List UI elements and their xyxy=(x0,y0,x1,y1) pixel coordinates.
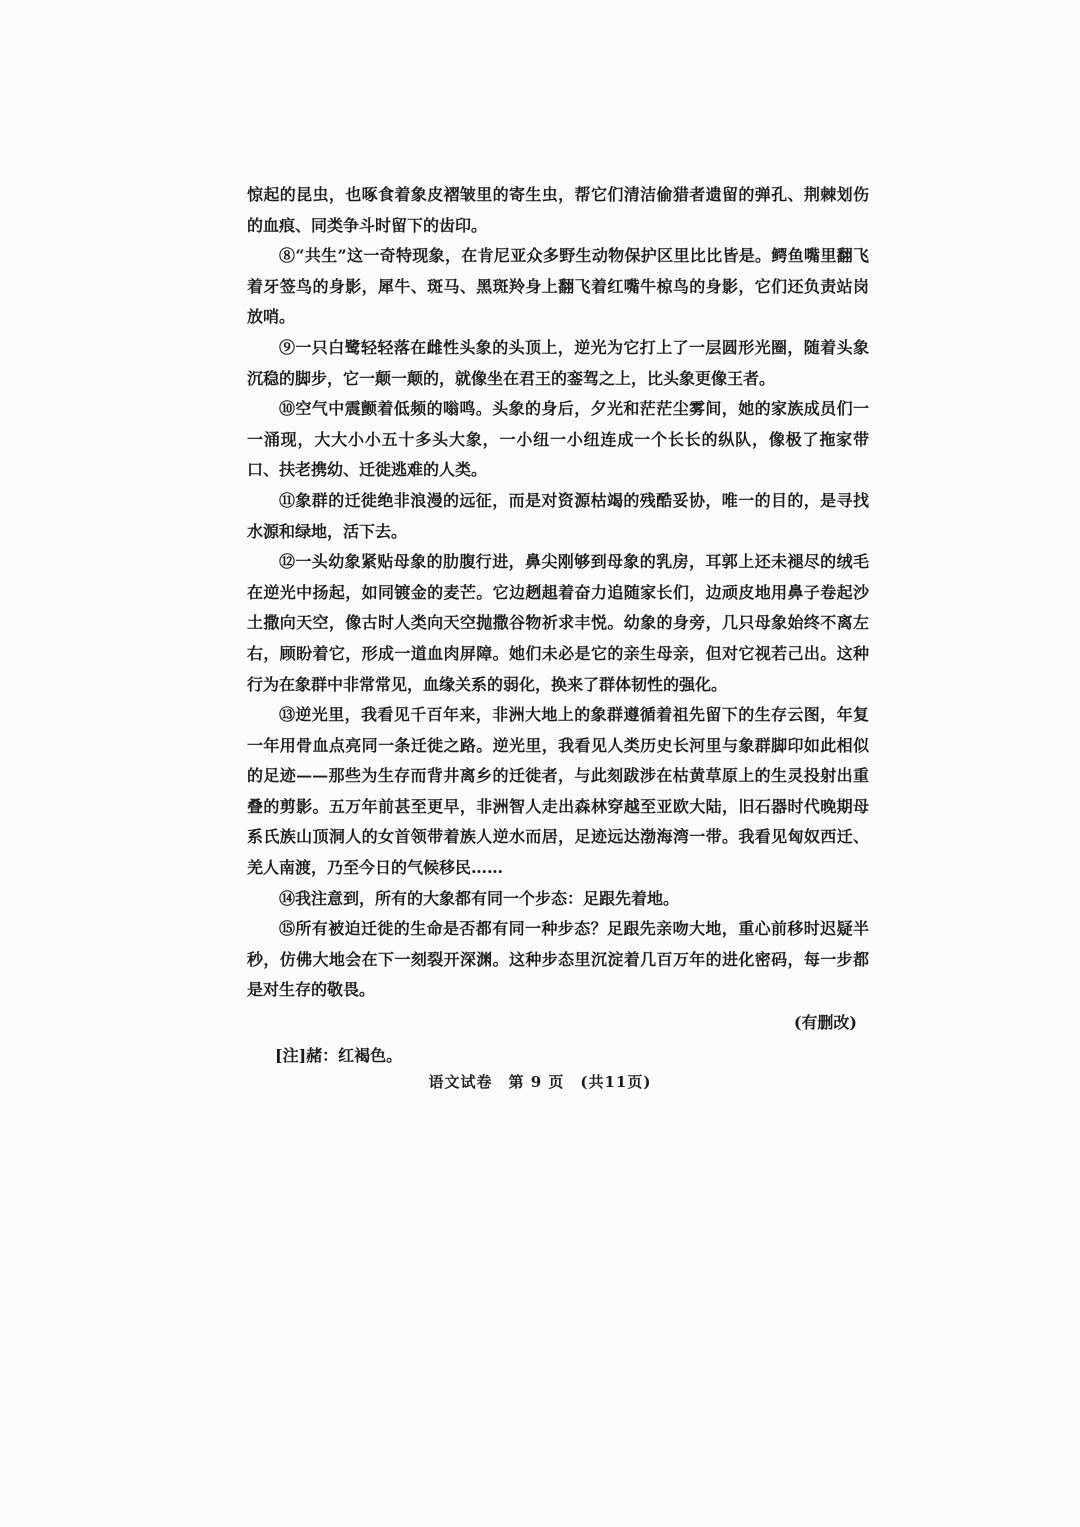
paragraph-13: ⑬逆光里，我看见千百年来，非洲大地上的象群遵循着祖先留下的生存云图，年复一年用骨血点亮同一条迁徙之路。逆光里，我看见人类历史长河里与象群脚印如此相似的足迹——那些为生存而背井离乡的迁徙者，与此刻跋涉在枯黄草原上的生灵投射出重叠的剪影。五万年前甚至更早，非洲智人走出森林穿越至亚欧大陆，旧石器时代晚期母系氏族山顶洞人的女首领带着族人逆水而居，足迹远达渤海湾一带。我看见匈奴西迁、羌人南渡，乃至今日的气候移民…… xyxy=(247,705,869,878)
paragraph-8: ⑧“共生”这一奇特现象，在肯尼亚众多野生动物保护区里比比皆是。鳄鱼嘴里翻飞着牙签鸟的身影，犀牛、斑马、黑斑羚身上翻飞着红嘴牛椋鸟的身影，它们还负责站岗放哨。 xyxy=(247,246,869,327)
paragraph-10: ⑩空气中震颤着低频的嗡鸣。头象的身后，夕光和茫茫尘雾间，她的家族成员们一一涌现，大大小小五十多头大象，一小纽一小纽连成一个长长的纵队，像极了拖家带口、扶老携幼、迁徙逃难的人类。 xyxy=(247,399,869,480)
page-footer: 语文试卷 第 9 页 (共11页) xyxy=(428,1073,652,1091)
article-body xyxy=(247,180,869,1006)
paragraph-12: ⑫一头幼象紧贴母象的肋腹行进，鼻尖刚够到母象的乳房，耳郭上还未褪尽的绒毛在逆光中扬起，如同镀金的麦芒。它边趔趄着奋力追随家长们，边顽皮地用鼻子卷起沙土撒向天空，像古时人类向天空抛撒谷物祈求丰悦。幼象的身旁，几只母象始终不离左右，顾盼着它，形成一道血肉屏障。她们未必是它的亲生母亲，但对它视若己出。这种行为在象群中非常常见，血缘关系的弱化，换来了群体韧性的强化。 xyxy=(247,552,869,694)
paragraph-15: ⑮所有被迫迁徙的生命是否都有同一种步态？足跟先亲吻大地，重心前移时迟疑半秒，仿佛大地会在下一刻裂开深渊。这种步态里沉淀着几百万年的进化密码，每一步都是对生存的敬畏。 xyxy=(247,919,869,1000)
paragraph-11: ⑪象群的迁徙绝非浪漫的远征，而是对资源枯竭的残酷妥协，唯一的目的，是寻找水源和绿地，活下去。 xyxy=(247,490,869,541)
paragraph-continued: 惊起的昆虫，也啄食着象皮褶皱里的寄生虫，帮它们清洁偷猎者遗留的弹孔、荆棘划伤的血痕、同类争斗时留下的齿印。 xyxy=(247,185,869,235)
paragraph-14: ⑭我注意到，所有的大象都有同一个步态：足跟先着地。 xyxy=(279,888,680,908)
paragraph-9: ⑨一只白鹭轻轻落在雌性头象的头顶上，逆光为它打上了一层圆形光圈，随着头象沉稳的脚步，它一颠一颠的，就像坐在君王的銮驾之上，比头象更像王者。 xyxy=(247,337,869,388)
edit-credit: (有删改) xyxy=(793,1013,857,1032)
annotation-note: [注]赭：红褐色。 xyxy=(275,1046,403,1065)
